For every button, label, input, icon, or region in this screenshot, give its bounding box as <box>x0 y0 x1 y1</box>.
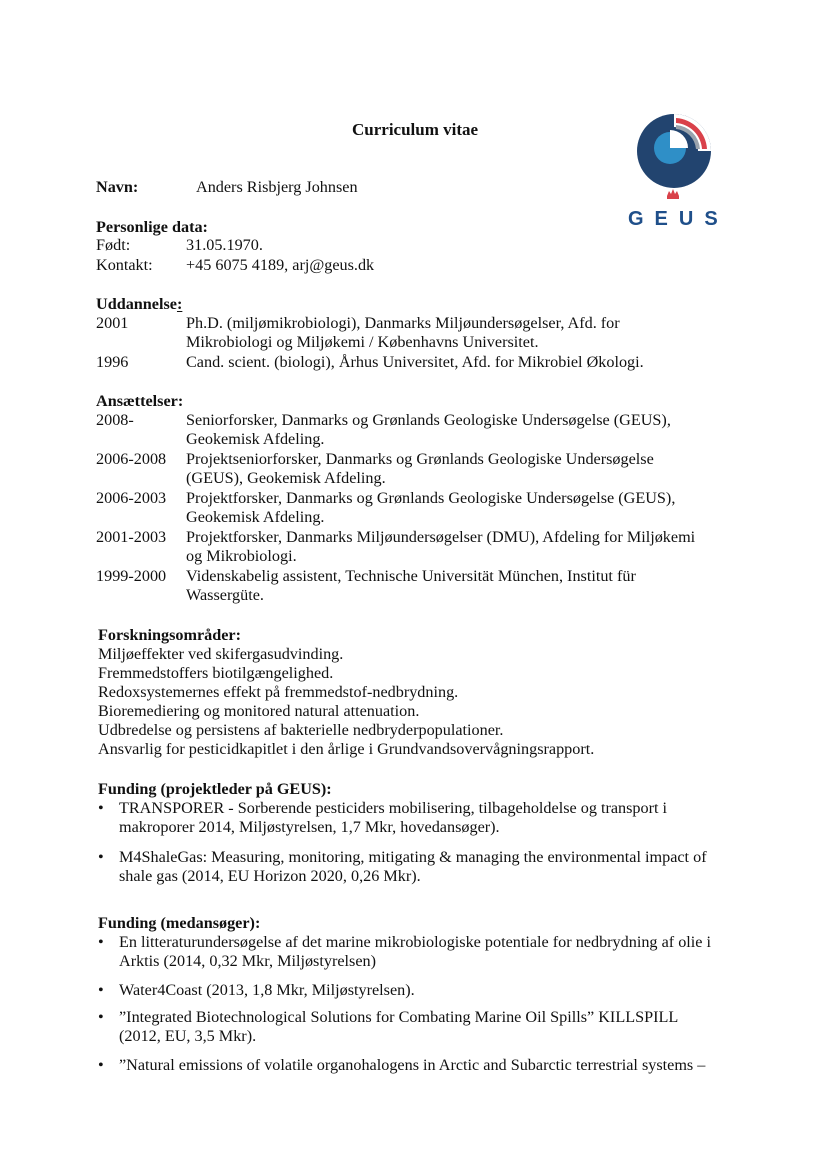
bullet-icon: • <box>98 933 104 951</box>
bullet-icon: • <box>98 848 104 866</box>
bullet-icon: • <box>98 799 104 817</box>
contact-label: Kontakt: <box>96 256 153 274</box>
born-label: Født: <box>96 236 131 254</box>
research-line: Redoxsystemernes effekt på fremmedstof-nedbrydning. <box>98 683 459 701</box>
personal-heading: Personlige data: <box>96 218 208 236</box>
employment-text: Wassergüte. <box>186 586 264 604</box>
funding-lead-heading: Funding (projektleder på GEUS): <box>98 780 332 798</box>
research-line: Udbredelse og persistens af bakterielle nedbryderpopulationer. <box>98 721 504 739</box>
employment-heading: Ansættelser: <box>96 392 184 410</box>
funding-co-text: (2012, EU, 3,5 Mkr). <box>119 1027 257 1045</box>
employment-text: (GEUS), Geokemisk Afdeling. <box>186 469 386 487</box>
research-line: Fremmedstoffers biotilgængelighed. <box>98 664 334 682</box>
employment-text: Geokemisk Afdeling. <box>186 508 325 526</box>
education-text: Cand. scient. (biologi), Århus Universitet, Afd. for Mikrobiel Økologi. <box>186 353 644 371</box>
research-line: Bioremediering og monitored natural attenuation. <box>98 702 420 720</box>
geus-emblem-icon <box>624 112 728 212</box>
education-heading-colon: : <box>176 295 183 313</box>
education-year: 2001 <box>96 314 129 332</box>
education-year: 1996 <box>96 353 129 371</box>
funding-lead-text: M4ShaleGas: Measuring, monitoring, mitigating & managing the environmental impact of <box>119 848 707 866</box>
employment-year: 2006-2003 <box>96 489 167 507</box>
employment-text: Geokemisk Afdeling. <box>186 430 325 448</box>
employment-year: 1999-2000 <box>96 567 167 585</box>
employment-text: Seniorforsker, Danmarks og Grønlands Geologiske Undersøgelse (GEUS), <box>186 411 671 429</box>
research-line: Miljøeffekter ved skifergasudvinding. <box>98 645 344 663</box>
bullet-icon: • <box>98 1008 104 1026</box>
funding-co-text: Water4Coast (2013, 1,8 Mkr, Miljøstyrelsen). <box>119 981 415 999</box>
employment-year: 2008- <box>96 411 134 429</box>
education-text: Ph.D. (miljømikrobiologi), Danmarks Miljøundersøgelser, Afd. for <box>186 314 620 332</box>
funding-co-text: Arktis (2014, 0,32 Mkr, Miljøstyrelsen) <box>119 952 376 970</box>
employment-text: Videnskabelig assistent, Technische Universität München, Institut für <box>186 567 636 585</box>
bullet-icon: • <box>98 1056 104 1074</box>
education-heading-text: Uddannelse <box>96 295 177 313</box>
research-heading: Forskningsområder: <box>98 626 241 644</box>
education-heading <box>96 295 182 314</box>
name-value: Anders Risbjerg Johnsen <box>196 178 358 196</box>
funding-co-heading: Funding (medansøger): <box>98 914 261 932</box>
born-value: 31.05.1970. <box>186 236 263 254</box>
contact-value: +45 6075 4189, arj@geus.dk <box>186 256 375 274</box>
employment-year: 2001-2003 <box>96 528 167 546</box>
employment-text: Projektforsker, Danmarks og Grønlands Geologiske Undersøgelse (GEUS), <box>186 489 676 507</box>
employment-text: Projektseniorforsker, Danmarks og Grønlands Geologiske Undersøgelse <box>186 450 654 468</box>
education-text: Mikrobiologi og Miljøkemi / Københavns Universitet. <box>186 333 539 351</box>
geus-logo <box>624 112 728 242</box>
geus-wordmark: GEUS <box>628 208 729 230</box>
employment-text: Projektforsker, Danmarks Miljøundersøgelser (DMU), Afdeling for Miljøkemi <box>186 528 696 546</box>
funding-co-text: ”Integrated Biotechnological Solutions for Combating Marine Oil Spills” KILLSPILL <box>119 1008 679 1026</box>
page-title: Curriculum vitae <box>352 120 479 139</box>
funding-lead-text: makroporer 2014, Miljøstyrelsen, 1,7 Mkr, hovedansøger). <box>119 818 500 836</box>
funding-lead-text: TRANSPORER - Sorberende pesticiders mobilisering, tilbageholdelse og transport i <box>119 799 668 817</box>
name-label: Navn: <box>96 178 139 196</box>
research-line: Ansvarlig for pesticidkapitlet i den årlige i Grundvandsovervågningsrapport. <box>98 740 595 758</box>
funding-co-text: En litteraturundersøgelse af det marine mikrobiologiske potentiale for nedbrydning af olie i <box>119 933 712 951</box>
funding-co-text: ”Natural emissions of volatile organohalogens in Arctic and Subarctic terrestrial systems – <box>119 1056 706 1074</box>
bullet-icon: • <box>98 981 104 999</box>
employment-year: 2006-2008 <box>96 450 167 468</box>
employment-text: og Mikrobiologi. <box>186 547 297 565</box>
funding-lead-text: shale gas (2014, EU Horizon 2020, 0,26 Mkr). <box>119 867 421 885</box>
